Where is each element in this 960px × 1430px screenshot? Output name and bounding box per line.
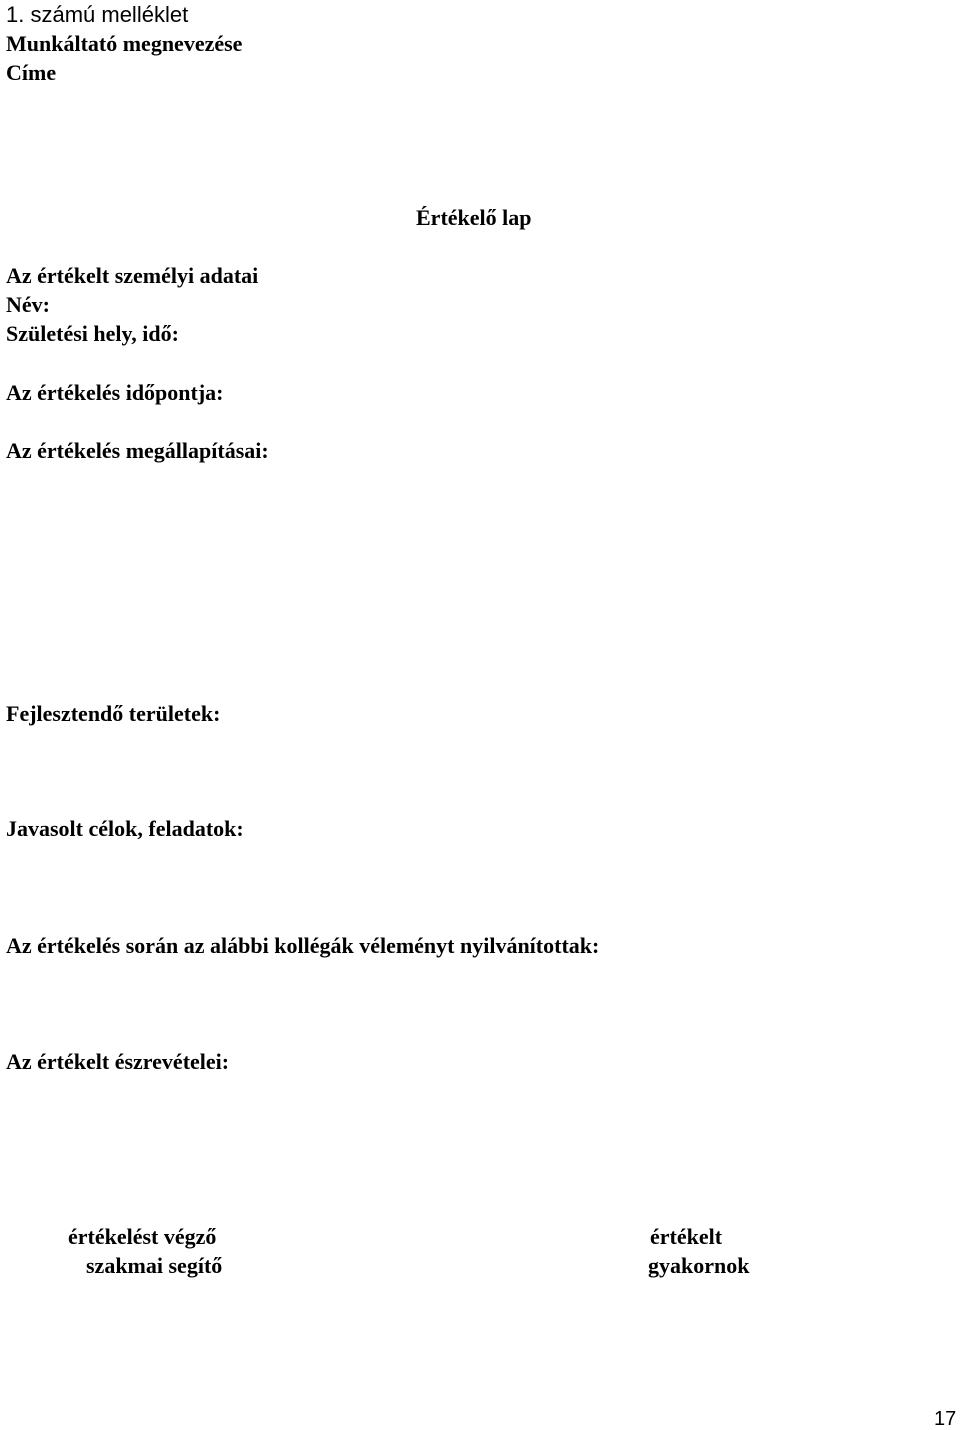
signature-evaluator-line1: értékelést végző	[68, 1224, 217, 1249]
section-personal-heading: Az értékelt személyi adatai	[6, 263, 259, 288]
signature-evaluator-line2: szakmai segítő	[86, 1253, 223, 1278]
development-areas-label: Fejlesztendő területek:	[6, 701, 221, 726]
evaluation-date-label: Az értékelés időpontja:	[6, 380, 224, 405]
signature-evaluated-line2: gyakornok	[648, 1253, 750, 1278]
name-field-label: Név:	[6, 292, 50, 317]
employer-name-label: Munkáltató megnevezése	[6, 31, 243, 56]
signature-evaluated-line1: értékelt	[650, 1224, 723, 1249]
birth-field-label: Születési hely, idő:	[6, 321, 179, 346]
colleagues-opinion-label: Az értékelés során az alábbi kollégák véleményt nyilvánítottak:	[6, 933, 600, 958]
evaluated-remarks-label: Az értékelt észrevételei:	[6, 1049, 230, 1074]
annex-label: 1. számú melléklet	[6, 2, 189, 27]
evaluation-findings-label: Az értékelés megállapításai:	[6, 438, 269, 463]
page-number: 17	[934, 1408, 957, 1430]
form-title: Értékelő lap	[416, 205, 532, 230]
suggested-goals-label: Javasolt célok, feladatok:	[6, 816, 244, 841]
employer-address-label: Címe	[6, 60, 57, 85]
